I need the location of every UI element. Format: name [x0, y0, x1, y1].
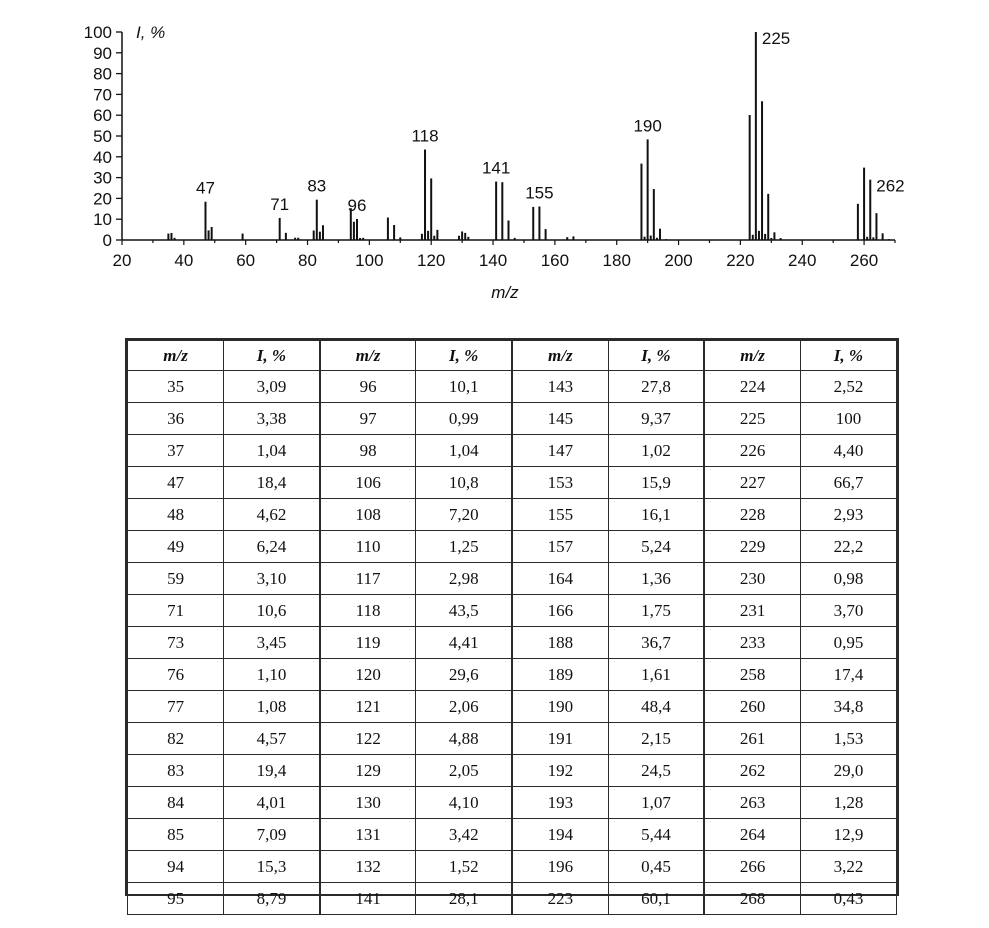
intensity-cell: 60,1 — [608, 883, 704, 915]
intensity-cell: 1,53 — [800, 723, 896, 755]
intensity-cell: 10,6 — [224, 595, 320, 627]
intensity-cell: 22,2 — [800, 531, 896, 563]
table-row — [128, 723, 897, 755]
intensity-cell: 1,75 — [608, 595, 704, 627]
intensity-cell: 0,95 — [800, 627, 896, 659]
column-header: I, % — [608, 341, 704, 371]
table-row — [128, 627, 897, 659]
intensity-cell: 3,22 — [800, 851, 896, 883]
intensity-cell: 3,10 — [224, 563, 320, 595]
intensity-cell: 10,8 — [416, 467, 512, 499]
x-axis-label: m/z — [491, 283, 519, 302]
intensity-cell: 4,41 — [416, 627, 512, 659]
mz-cell: 35 — [128, 371, 224, 403]
table-row — [128, 883, 897, 915]
intensity-cell: 29,0 — [800, 755, 896, 787]
peak-label: 83 — [307, 176, 327, 196]
table-row — [128, 531, 897, 563]
mz-cell: 260 — [704, 691, 800, 723]
mz-cell: 106 — [320, 467, 416, 499]
x-tick-label: 260 — [849, 251, 879, 270]
intensity-cell: 0,98 — [800, 563, 896, 595]
table-body — [128, 371, 897, 915]
mz-cell: 262 — [704, 755, 800, 787]
intensity-cell: 1,04 — [224, 435, 320, 467]
intensity-cell: 1,36 — [608, 563, 704, 595]
mz-cell: 48 — [128, 499, 224, 531]
y-tick-label: 100 — [83, 23, 112, 42]
y-tick-label: 10 — [93, 210, 112, 230]
mz-cell: 258 — [704, 659, 800, 691]
intensity-cell: 24,5 — [608, 755, 704, 787]
mz-cell: 192 — [512, 755, 608, 787]
intensity-cell: 18,4 — [224, 467, 320, 499]
y-tick-label: 0 — [102, 231, 112, 250]
mz-cell: 266 — [704, 851, 800, 883]
peak-label: 141 — [481, 158, 511, 178]
column-header: I, % — [224, 341, 320, 371]
mz-cell: 117 — [320, 563, 416, 595]
y-axis-label: I, % — [136, 23, 166, 42]
mz-cell: 157 — [512, 531, 608, 563]
y-axis — [84, 23, 122, 250]
mz-cell: 227 — [704, 467, 800, 499]
table-row — [128, 467, 897, 499]
spectrum-data-table — [127, 340, 897, 915]
mz-cell: 229 — [704, 531, 800, 563]
mz-cell: 196 — [512, 851, 608, 883]
mz-cell: 190 — [512, 691, 608, 723]
y-tick-label: 80 — [93, 64, 112, 84]
intensity-cell: 4,40 — [800, 435, 896, 467]
intensity-cell: 0,45 — [608, 851, 704, 883]
intensity-cell: 2,06 — [416, 691, 512, 723]
mz-cell: 49 — [128, 531, 224, 563]
table-row — [128, 371, 897, 403]
mz-cell: 193 — [512, 787, 608, 819]
intensity-cell: 19,4 — [224, 755, 320, 787]
x-tick-label: 200 — [664, 251, 693, 270]
intensity-cell: 1,28 — [800, 787, 896, 819]
table-header-row — [128, 341, 897, 371]
mass-spectrum-chart — [0, 0, 989, 330]
mz-cell: 95 — [128, 883, 224, 915]
mz-cell: 153 — [512, 467, 608, 499]
intensity-cell: 48,4 — [608, 691, 704, 723]
mz-cell: 129 — [320, 755, 416, 787]
intensity-cell: 100 — [800, 403, 896, 435]
mz-cell: 94 — [128, 851, 224, 883]
intensity-cell: 27,8 — [608, 371, 704, 403]
mz-cell: 226 — [704, 435, 800, 467]
mz-cell: 223 — [512, 883, 608, 915]
x-tick-label: 20 — [112, 251, 132, 270]
mz-cell: 118 — [320, 595, 416, 627]
intensity-cell: 3,09 — [224, 371, 320, 403]
y-tick-label: 40 — [93, 147, 112, 167]
intensity-cell: 15,3 — [224, 851, 320, 883]
mz-cell: 119 — [320, 627, 416, 659]
x-axis — [113, 240, 895, 270]
intensity-cell: 17,4 — [800, 659, 896, 691]
mz-cell: 145 — [512, 403, 608, 435]
intensity-cell: 9,37 — [608, 403, 704, 435]
x-tick-label: 160 — [540, 251, 570, 270]
mz-cell: 121 — [320, 691, 416, 723]
column-header: I, % — [800, 341, 896, 371]
intensity-cell: 1,08 — [224, 691, 320, 723]
intensity-cell: 1,52 — [416, 851, 512, 883]
mz-cell: 83 — [128, 755, 224, 787]
mz-cell: 122 — [320, 723, 416, 755]
mz-cell: 141 — [320, 883, 416, 915]
intensity-cell: 12,9 — [800, 819, 896, 851]
mz-cell: 47 — [128, 467, 224, 499]
intensity-cell: 15,9 — [608, 467, 704, 499]
intensity-cell: 3,42 — [416, 819, 512, 851]
mz-cell: 96 — [320, 371, 416, 403]
intensity-cell: 7,20 — [416, 499, 512, 531]
intensity-cell: 6,24 — [224, 531, 320, 563]
intensity-cell: 3,45 — [224, 627, 320, 659]
column-header: m/z — [704, 341, 800, 371]
mz-cell: 194 — [512, 819, 608, 851]
intensity-cell: 8,79 — [224, 883, 320, 915]
mz-cell: 110 — [320, 531, 416, 563]
intensity-cell: 1,61 — [608, 659, 704, 691]
table-row — [128, 851, 897, 883]
mz-cell: 225 — [704, 403, 800, 435]
y-tick-label: 70 — [93, 85, 112, 105]
intensity-cell: 7,09 — [224, 819, 320, 851]
table-row — [128, 755, 897, 787]
table-row — [128, 819, 897, 851]
table-row — [128, 659, 897, 691]
x-tick-label: 80 — [298, 251, 317, 270]
x-tick-label: 240 — [788, 251, 817, 270]
table-row — [128, 787, 897, 819]
intensity-cell: 1,02 — [608, 435, 704, 467]
column-header: m/z — [512, 341, 608, 371]
intensity-cell: 1,10 — [224, 659, 320, 691]
peak-labels — [196, 29, 905, 215]
mz-cell: 132 — [320, 851, 416, 883]
intensity-cell: 2,52 — [800, 371, 896, 403]
intensity-cell: 66,7 — [800, 467, 896, 499]
table-row — [128, 595, 897, 627]
mz-cell: 166 — [512, 595, 608, 627]
intensity-cell: 3,70 — [800, 595, 896, 627]
peak-label: 190 — [633, 116, 662, 136]
y-tick-label: 60 — [93, 106, 112, 126]
mz-cell: 263 — [704, 787, 800, 819]
intensity-cell: 43,5 — [416, 595, 512, 627]
intensity-cell: 10,1 — [416, 371, 512, 403]
x-tick-label: 60 — [236, 251, 256, 270]
mz-cell: 37 — [128, 435, 224, 467]
intensity-cell: 16,1 — [608, 499, 704, 531]
intensity-cell: 2,15 — [608, 723, 704, 755]
intensity-cell: 0,43 — [800, 883, 896, 915]
mz-cell: 228 — [704, 499, 800, 531]
mz-cell: 97 — [320, 403, 416, 435]
intensity-cell: 2,93 — [800, 499, 896, 531]
intensity-cell: 4,01 — [224, 787, 320, 819]
table-row — [128, 563, 897, 595]
column-header: m/z — [320, 341, 416, 371]
y-tick-label: 30 — [93, 168, 112, 188]
mz-cell: 131 — [320, 819, 416, 851]
x-tick-label: 120 — [417, 251, 446, 270]
table-row — [128, 403, 897, 435]
peak-label: 118 — [411, 126, 439, 146]
y-tick-label: 50 — [93, 127, 112, 146]
mz-cell: 143 — [512, 371, 608, 403]
mz-cell: 59 — [128, 563, 224, 595]
intensity-cell: 1,04 — [416, 435, 512, 467]
mz-cell: 108 — [320, 499, 416, 531]
mz-cell: 233 — [704, 627, 800, 659]
y-tick-label: 90 — [93, 43, 112, 63]
mz-cell: 191 — [512, 723, 608, 755]
intensity-cell: 4,88 — [416, 723, 512, 755]
peak-label: 262 — [876, 176, 905, 196]
intensity-cell: 29,6 — [416, 659, 512, 691]
mz-cell: 82 — [128, 723, 224, 755]
intensity-cell: 1,07 — [608, 787, 704, 819]
peak-label: 155 — [525, 183, 554, 203]
intensity-cell: 4,57 — [224, 723, 320, 755]
spectrum-data-table-container — [125, 338, 899, 908]
intensity-cell: 3,38 — [224, 403, 320, 435]
mz-cell: 130 — [320, 787, 416, 819]
intensity-cell: 36,7 — [608, 627, 704, 659]
mz-cell: 147 — [512, 435, 608, 467]
mz-cell: 224 — [704, 371, 800, 403]
mz-cell: 36 — [128, 403, 224, 435]
x-tick-label: 100 — [355, 251, 384, 270]
mz-cell: 77 — [128, 691, 224, 723]
mz-cell: 85 — [128, 819, 224, 851]
mz-cell: 268 — [704, 883, 800, 915]
mz-cell: 76 — [128, 659, 224, 691]
intensity-cell: 4,10 — [416, 787, 512, 819]
x-tick-label: 140 — [478, 251, 508, 270]
peak-label: 225 — [761, 29, 791, 48]
intensity-cell: 0,99 — [416, 403, 512, 435]
y-tick-label: 20 — [93, 189, 112, 209]
column-header: m/z — [128, 341, 224, 371]
intensity-cell: 2,98 — [416, 563, 512, 595]
column-header: I, % — [416, 341, 512, 371]
intensity-cell: 2,05 — [416, 755, 512, 787]
x-tick-label: 40 — [174, 251, 194, 270]
mz-cell: 155 — [512, 499, 608, 531]
mz-cell: 84 — [128, 787, 224, 819]
mz-cell: 71 — [128, 595, 224, 627]
mz-cell: 231 — [704, 595, 800, 627]
intensity-cell: 4,62 — [224, 499, 320, 531]
mz-cell: 264 — [704, 819, 800, 851]
intensity-cell: 34,8 — [800, 691, 896, 723]
peak-label: 47 — [196, 178, 215, 198]
intensity-cell: 1,25 — [416, 531, 512, 563]
mz-cell: 120 — [320, 659, 416, 691]
peak-label: 71 — [270, 194, 290, 214]
table-row — [128, 435, 897, 467]
mz-cell: 230 — [704, 563, 800, 595]
mz-cell: 98 — [320, 435, 416, 467]
table-row — [128, 691, 897, 723]
peak-label: 96 — [347, 195, 367, 215]
mz-cell: 261 — [704, 723, 800, 755]
mz-cell: 189 — [512, 659, 608, 691]
mz-cell: 73 — [128, 627, 224, 659]
intensity-cell: 28,1 — [416, 883, 512, 915]
intensity-cell: 5,24 — [608, 531, 704, 563]
mz-cell: 188 — [512, 627, 608, 659]
x-tick-label: 180 — [602, 251, 631, 270]
x-tick-label: 220 — [726, 251, 755, 270]
intensity-cell: 5,44 — [608, 819, 704, 851]
mz-cell: 164 — [512, 563, 608, 595]
table-row — [128, 499, 897, 531]
